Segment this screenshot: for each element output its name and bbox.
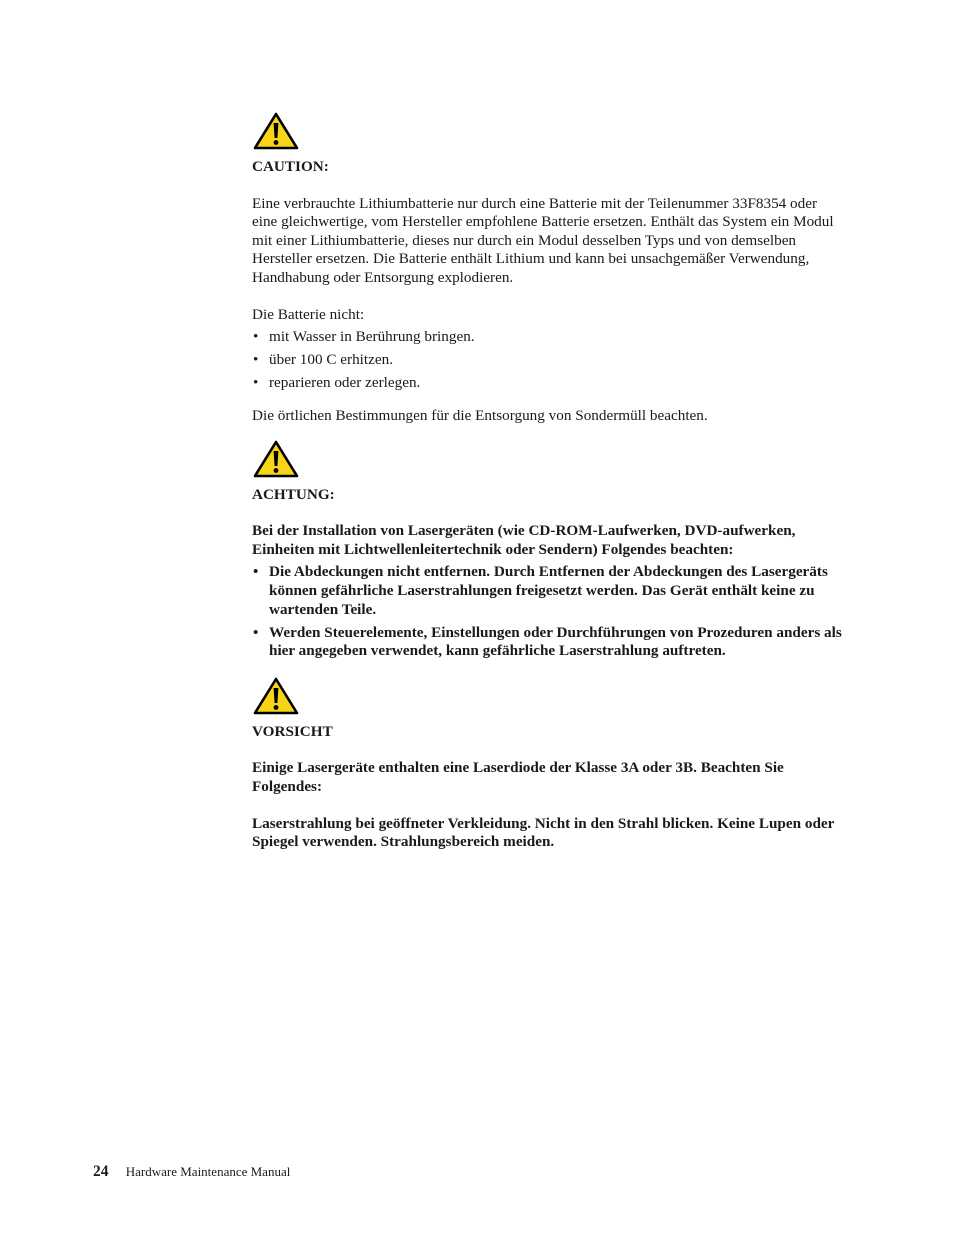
achtung-section <box>252 440 842 661</box>
page-number: 24 <box>93 1163 109 1180</box>
caution-paragraph: Eine verbrauchte Lithiumbatterie nur durch eine Batterie mit der Teilenummer 33F8354 oder eine gleichwertige, vom Hersteller empfohlene Batterie ersetzen. Enthält das System ein Modul mit einer Lithiumbatterie, dieses nur durch ein Modul desselben Typs und von demselben Hersteller ersetzen. Die Batterie enthält Lithium und kann bei unsachgemäßer Verwendung, Handhabung oder Entsorgung explodieren. <box>252 194 834 286</box>
vorsicht-section <box>252 677 842 852</box>
caution-label: CAUTION: <box>252 158 329 175</box>
list-item: • über 100 C erhitzen. <box>252 351 842 370</box>
manual-title: Hardware Maintenance Manual <box>125 1164 291 1179</box>
achtung-list <box>252 563 842 660</box>
list-item: • reparieren oder zerlegen. <box>252 374 842 393</box>
achtung-label: ACHTUNG: <box>252 485 335 503</box>
caution-list-intro: Die Batterie nicht: <box>252 305 365 323</box>
caution-closing: Die örtlichen Bestimmungen für die Entsorgung von Sondermüll beachten. <box>252 406 708 424</box>
caution-section <box>252 112 842 426</box>
warning-triangle-icon <box>253 677 299 715</box>
list-item: • Die Abdeckungen nicht entfernen. Durch Entfernen der Abdeckungen des Lasergeräts können gefährliche Laserstrahlungen freigesetzt werden. Das Gerät enthält keine zu wartenden Teile. <box>252 563 842 619</box>
warning-triangle-icon <box>253 112 299 150</box>
vorsicht-paragraph-1: Einige Lasergeräte enthalten eine Laserdiode der Klasse 3A oder 3B. Beachten Sie Folgendes: <box>252 759 784 795</box>
caution-list <box>252 328 842 393</box>
list-item: • mit Wasser in Berührung bringen. <box>252 328 842 347</box>
page-content <box>252 112 842 852</box>
list-item: • Werden Steuerelemente, Einstellungen oder Durchführungen von Prozeduren anders als hier angegeben verwendet, kann gefährliche Laserstrahlung auftreten. <box>252 624 842 661</box>
achtung-intro: Bei der Installation von Lasergeräten (wie CD-ROM-Laufwerken, DVD-aufwerken, Einheiten mit Lichtwellenleitertechnik oder Sendern) Folgendes beachten: <box>252 522 796 558</box>
page-footer <box>93 1163 290 1181</box>
vorsicht-paragraph-2: Laserstrahlung bei geöffneter Verkleidung. Nicht in den Strahl blicken. Keine Lupen oder Spiegel verwenden. Strahlungsbereich meiden. <box>252 814 835 851</box>
warning-triangle-icon <box>253 440 299 478</box>
vorsicht-label: VORSICHT <box>252 722 333 740</box>
